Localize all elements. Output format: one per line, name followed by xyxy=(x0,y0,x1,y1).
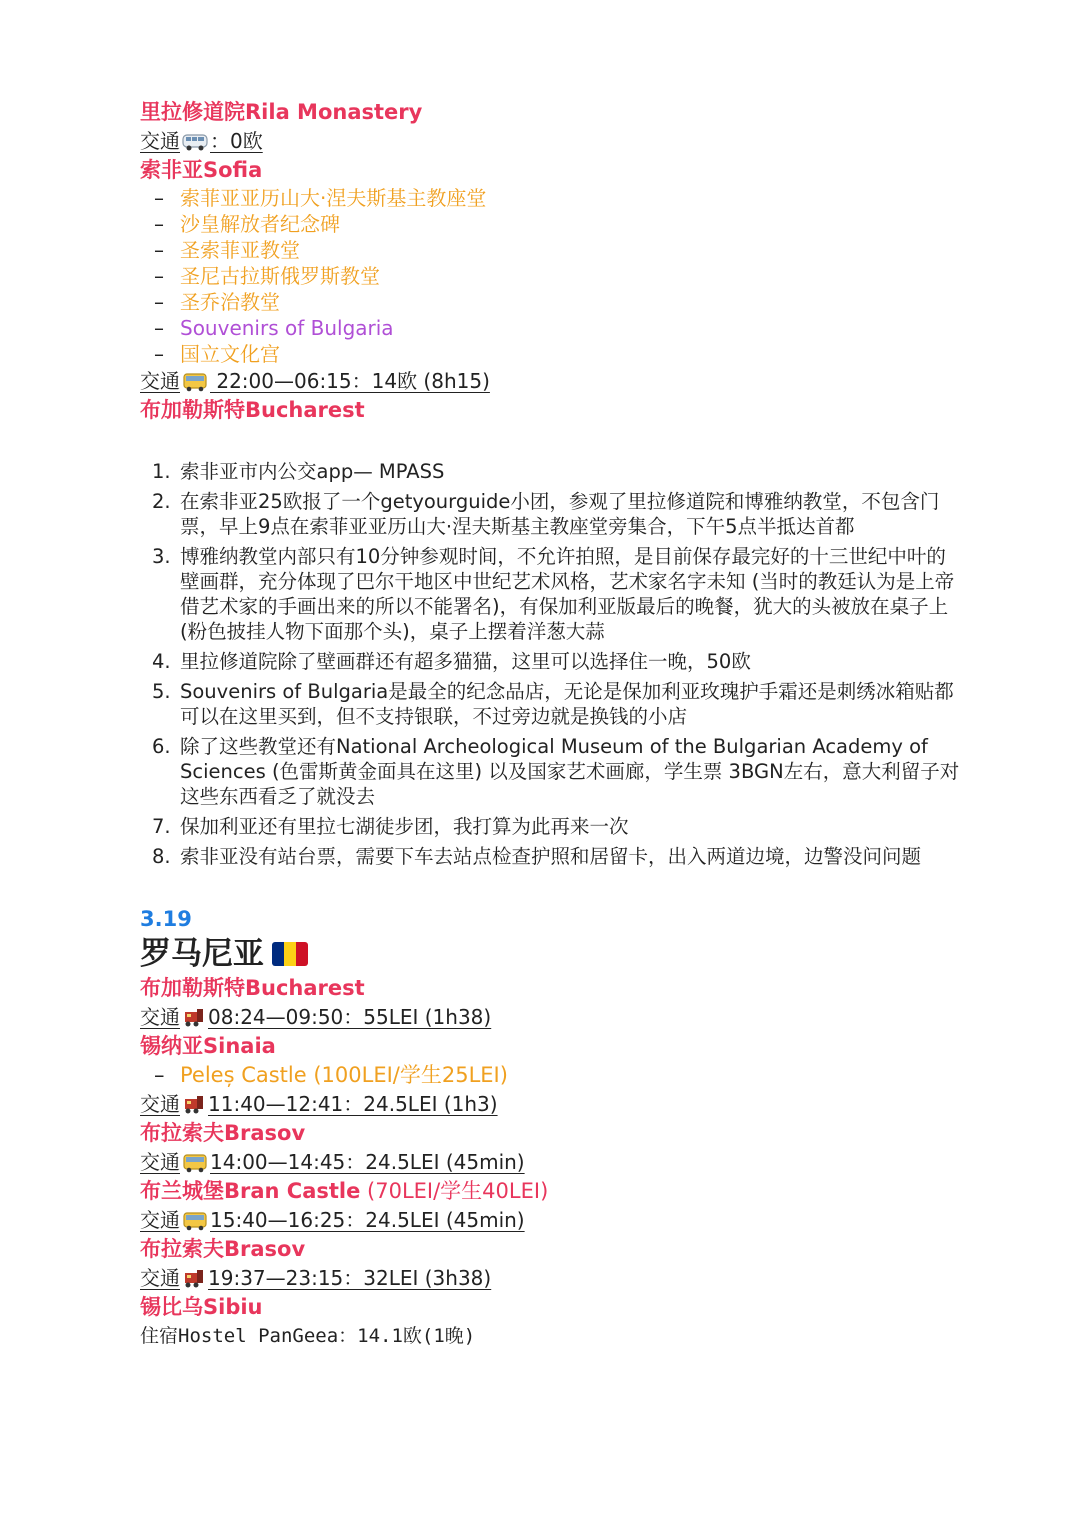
transport-row-2: 交通 11:40—12:41：24.5LEI (1h3) xyxy=(140,1092,498,1116)
list-item: 8. 索非亚没有站台票，需要下车去站点检查护照和居留卡，出入两道边境，边警没问问题 xyxy=(152,845,922,868)
list-item: – 沙皇解放者纪念碑 xyxy=(154,212,340,236)
place-bucharest: 布加勒斯特Bucharest xyxy=(140,398,365,422)
country-heading: 罗马尼亚 xyxy=(140,934,960,974)
place-rila-monastery: 里拉修道院Rila Monastery xyxy=(140,100,423,124)
place-brasov-2: 布拉索夫Brasov xyxy=(140,1237,306,1261)
list-item: 2. 在索非亚25欧报了一个getyourguide小团，参观了里拉修道院和博雅纳教堂，不包含门票，早上9点在索菲亚亚历山大·涅夫斯基主教座堂旁集合，下午5点半抵达首都 xyxy=(152,490,940,538)
place-brasov: 布拉索夫Brasov xyxy=(140,1121,306,1145)
list-item: 6. 除了这些教堂还有National Archeological Museum of the Bulgarian Academy of Sciences (色雷斯黄金面具在这里) 以及国家艺术画廊，学生票 3BGN左右，意大利留子对这些东西看乏了就没去 xyxy=(152,735,960,808)
place-bran-castle: 布兰城堡Bran Castle (70LEI/学生40LEI) xyxy=(140,1179,549,1203)
lodging-row: 住宿Hostel PanGeea：14.1欧(1晚) xyxy=(140,1325,476,1347)
place-sinaia: 锡纳亚Sinaia xyxy=(140,1034,276,1058)
list-item: 1. 索非亚市内公交app— MPASS xyxy=(152,460,445,483)
list-item: 7. 保加利亚还有里拉七湖徒步团，我打算为此再来一次 xyxy=(152,815,629,838)
romania-flag-icon xyxy=(272,942,308,966)
train-icon xyxy=(182,1269,206,1289)
sinaia-attractions-list xyxy=(140,1061,960,1090)
minibus-icon xyxy=(182,132,208,152)
transport-row-4: 交通 15:40—16:25：24.5LEI (45min) xyxy=(140,1208,525,1232)
transport-row-3: 交通 14:00—14:45：24.5LEI (45min) xyxy=(140,1150,525,1174)
section-date: 3.19 xyxy=(140,907,192,931)
list-item: – Peleș Castle (100LEI/学生25LEI) xyxy=(154,1063,508,1087)
list-item: – 国立文化宫 xyxy=(154,342,280,366)
list-item: – 圣乔治教堂 xyxy=(154,290,280,314)
list-item: – 索菲亚亚历山大·涅夫斯基主教座堂 xyxy=(154,186,487,210)
transport-row-rila: 交通 ：0欧 xyxy=(140,129,263,153)
list-item: 4. 里拉修道院除了壁画群还有超多猫猫，这里可以选择住一晚，50欧 xyxy=(152,650,751,673)
place-sibiu: 锡比乌Sibiu xyxy=(140,1295,263,1319)
bus-icon xyxy=(182,1211,208,1231)
place-sofia: 索非亚Sofia xyxy=(140,158,263,182)
bus-icon xyxy=(182,372,208,392)
transport-row-1: 交通 08:24—09:50：55LEI (1h38) xyxy=(140,1005,492,1029)
place-bucharest-2: 布加勒斯特Bucharest xyxy=(140,976,365,1000)
transport-row-5: 交通 19:37—23:15：32LEI (3h38) xyxy=(140,1266,492,1290)
notes-list xyxy=(140,459,960,869)
sofia-attractions-list xyxy=(140,185,960,367)
train-icon xyxy=(182,1095,206,1115)
content-column xyxy=(140,98,960,1351)
transport-row-sofia: 交通 22:00—06:15：14欧 (8h15) xyxy=(140,369,490,393)
list-item: – 圣索菲亚教堂 xyxy=(154,238,300,262)
list-item: – 圣尼古拉斯俄罗斯教堂 xyxy=(154,264,380,288)
bus-icon xyxy=(182,1153,208,1173)
list-item: – Souvenirs of Bulgaria xyxy=(154,316,394,340)
list-item: 3. 博雅纳教堂内部只有10分钟参观时间，不允许拍照，是目前保存最完好的十三世纪中叶的壁画群，充分体现了巴尔干地区中世纪艺术风格，艺术家名字未知 (当时的教廷认为是上帝借艺术家的手画出来的所以不能署名)，有保加利亚版最后的晚餐，犹大的头被放在桌子上 (粉色披挂人物下面那个头)，桌子上摆着洋葱大蒜 xyxy=(152,545,955,643)
train-icon xyxy=(182,1008,206,1028)
list-item: 5. Souvenirs of Bulgaria是最全的纪念品店，无论是保加利亚玫瑰护手霜还是刺绣冰箱贴都可以在这里买到，但不支持银联，不过旁边就是换钱的小店 xyxy=(152,680,954,728)
